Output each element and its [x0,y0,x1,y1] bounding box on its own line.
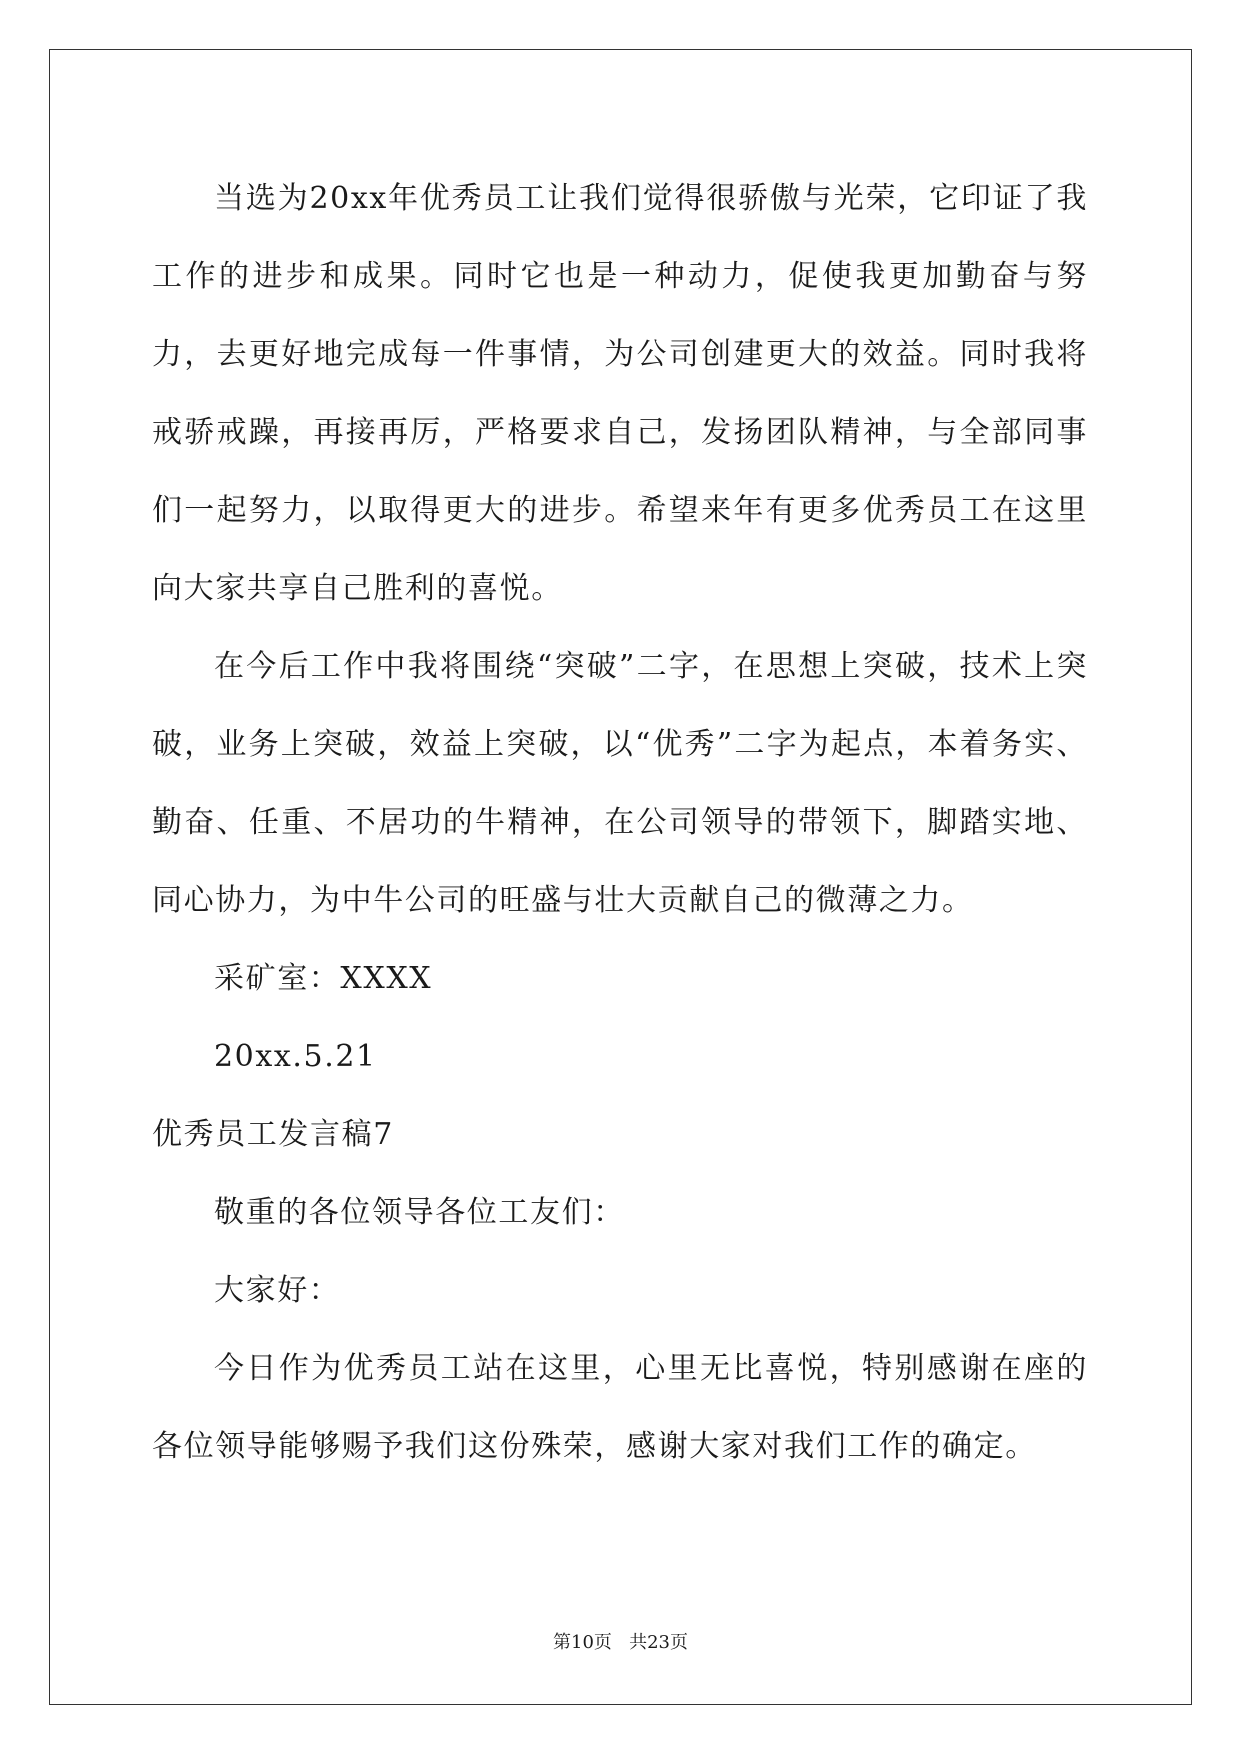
body-paragraph-3: 今日作为优秀员工站在这里，心里无比喜悦，特别感谢在座的各位领导能够赐予我们这份殊荣，感谢大家对我们工作的确定。 [152,1351,1088,1464]
salutation-line: 敬重的各位领导各位工友们： [214,1195,625,1230]
document-body [152,160,1088,1486]
greeting-line: 大家好： [214,1273,341,1308]
date-line: 20xx.5.21 [214,1039,377,1074]
page-footer [0,1628,1241,1654]
page-number-label: 第10页 共23页 [553,1632,688,1653]
body-paragraph-2: 在今后工作中我将围绕“突破”二字，在思想上突破，技术上突破，业务上突破，效益上突破，以“优秀”二字为起点，本着务实、勤奋、任重、不居功的牛精神，在公司领导的带领下，脚踏实地、同心协力，为中牛公司的旺盛与壮大贡献自己的微薄之力。 [152,649,1088,918]
section-title: 优秀员工发言稿7 [152,1117,394,1152]
signature-line: 采矿室：XXXX [214,961,433,996]
body-paragraph-1: 当选为20xx年优秀员工让我们觉得很骄傲与光荣，它印证了我工作的进步和成果。同时它也是一种动力，促使我更加勤奋与努力，去更好地完成每一件事情，为公司创建更大的效益。同时我将戒骄戒躁，再接再厉，严格要求自己，发扬团队精神，与全部同事们一起努力，以取得更大的进步。希望来年有更多优秀员工在这里向大家共享自己胜利的喜悦。 [152,181,1088,606]
